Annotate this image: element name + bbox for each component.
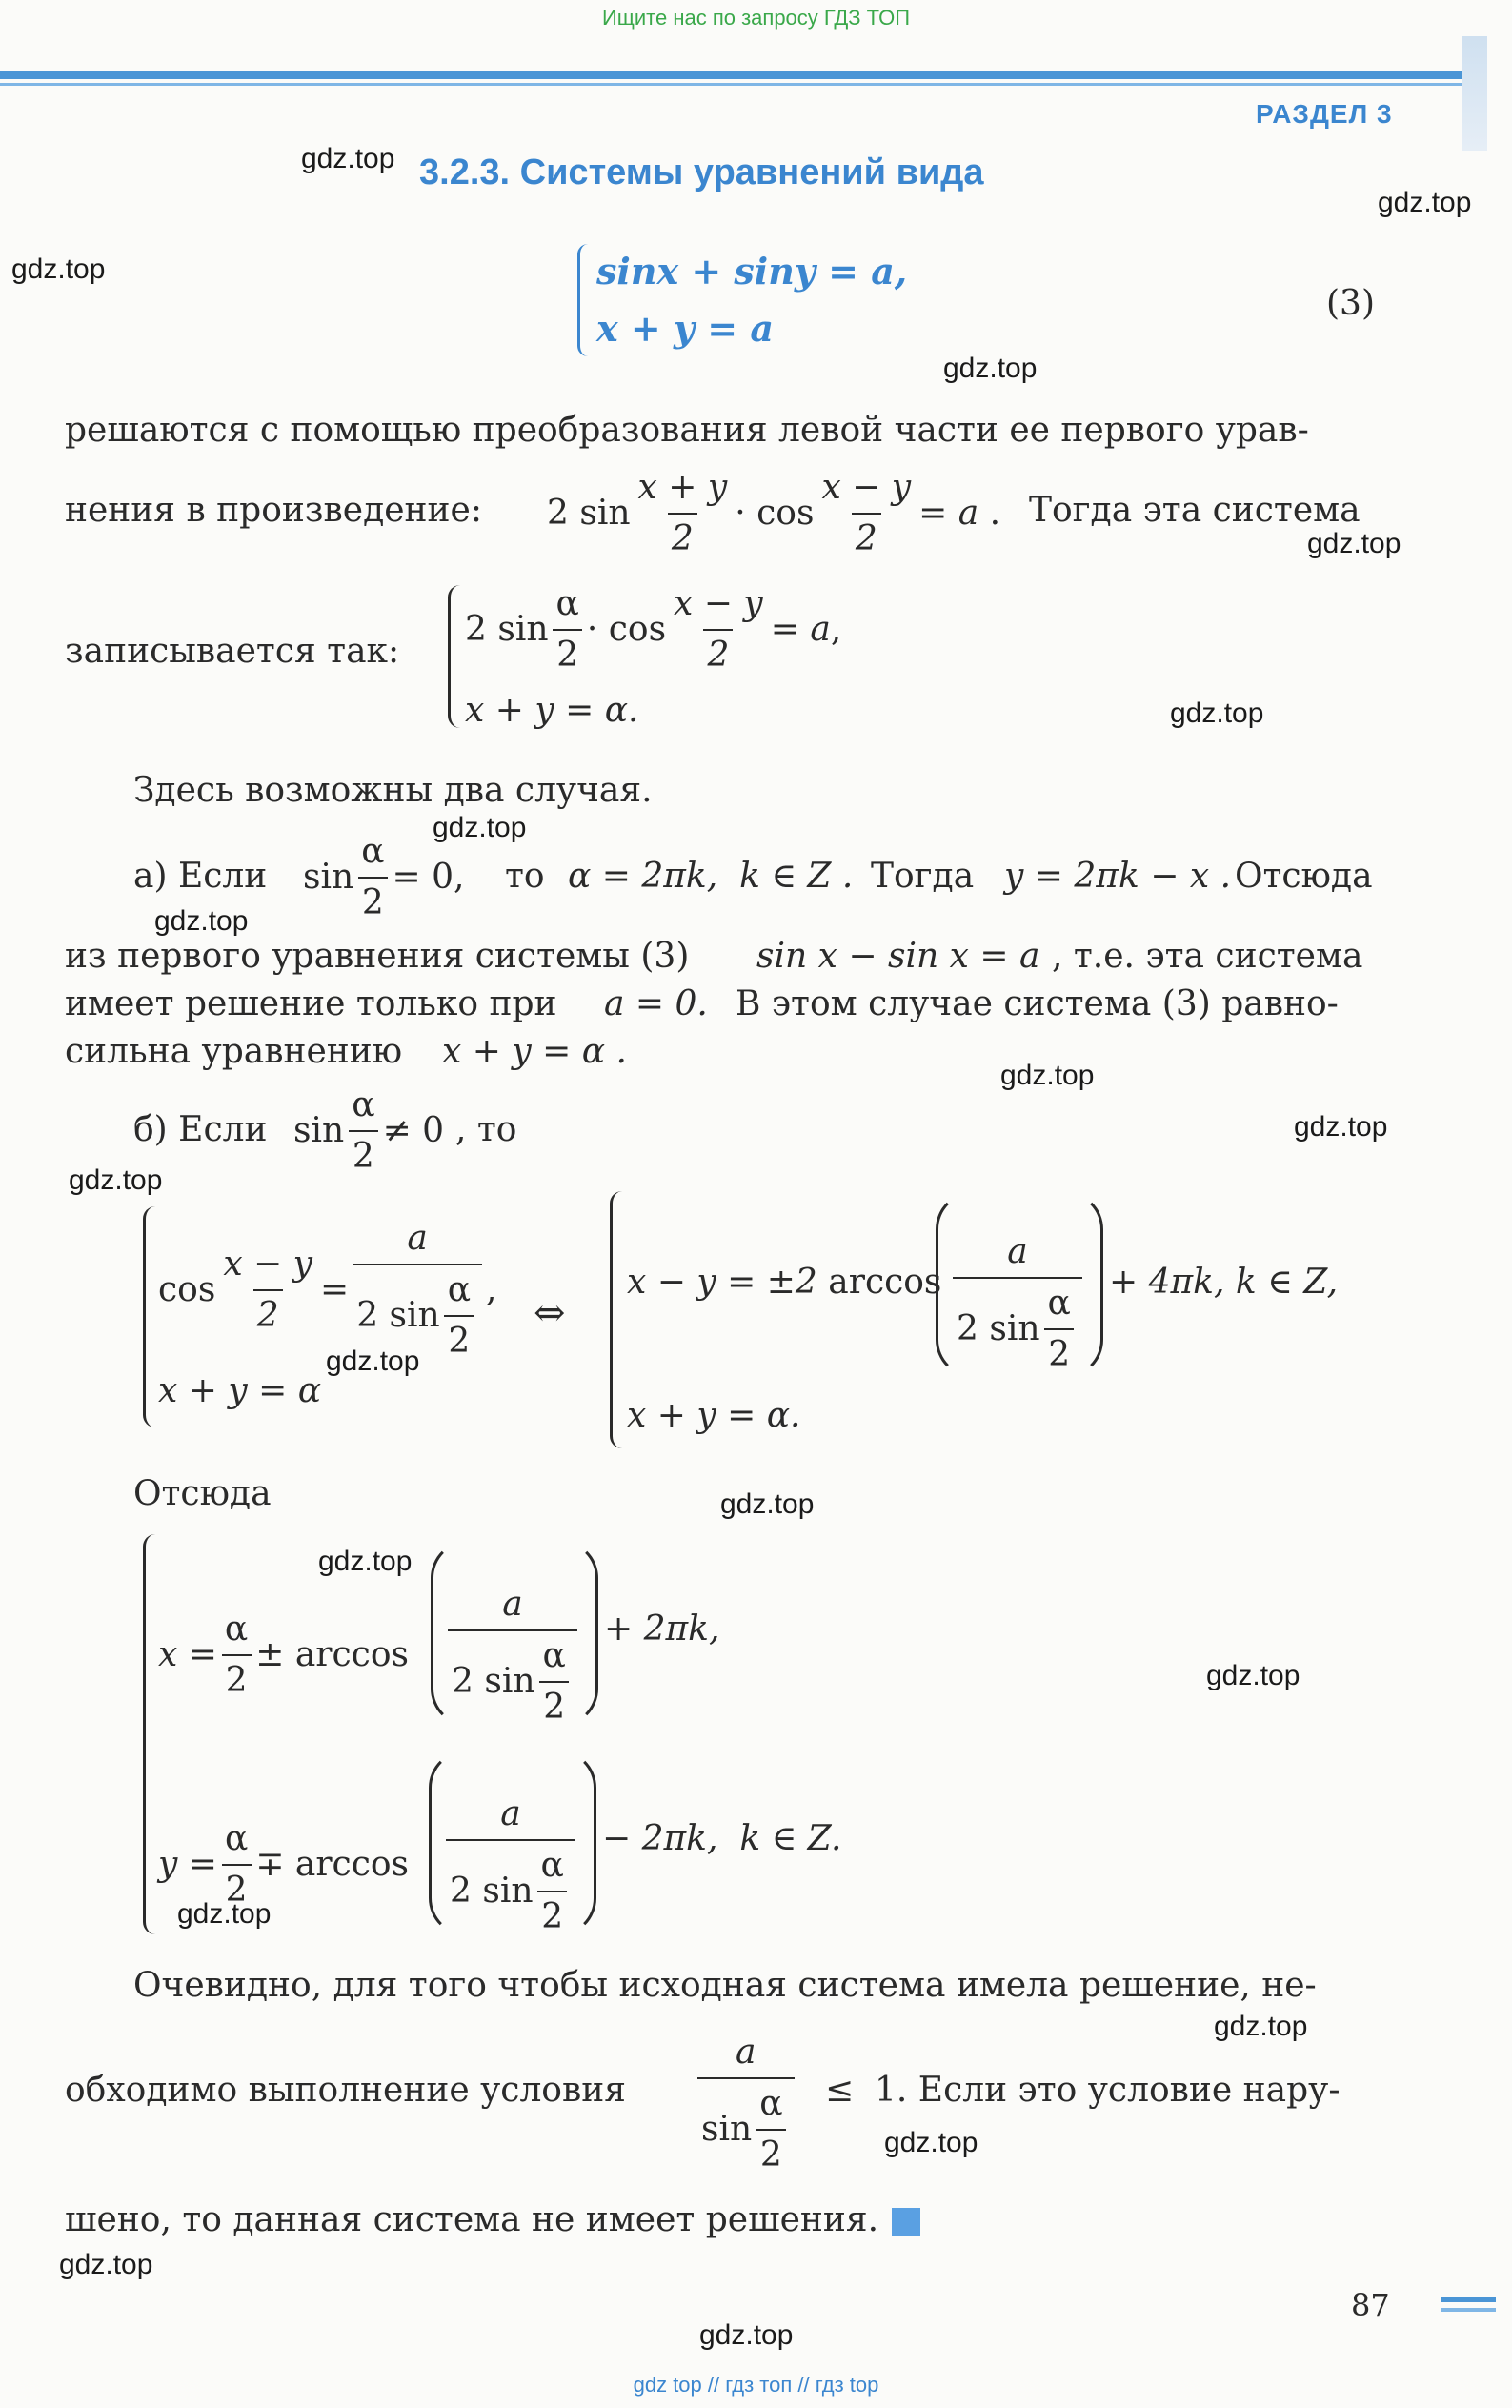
watermark: gdz.top <box>59 2249 153 2280</box>
case-a-mid2: Тогда <box>871 857 975 896</box>
case-a-condition: sin $\frac{\alpha}{2}$ = 0, <box>303 829 464 926</box>
case-b-right-eq2: x + y = α. <box>627 1396 801 1435</box>
para1-line1: решаются с помощью преобразования левой части ее первого урав- <box>65 411 1309 450</box>
end-of-proof-square <box>892 2208 920 2236</box>
watermark: gdz.top <box>326 1346 420 1377</box>
case-a-line2-end: , т.е. эта система <box>1052 937 1363 976</box>
watermark: gdz.top <box>318 1546 413 1577</box>
conclusion-line1: Очевидно, для того чтобы исходная система имела решение, не- <box>133 1966 1317 2005</box>
final-y-end: − 2πk, k ∈ Z. <box>602 1819 842 1858</box>
arccos-arg-2: a 2 sin $\frac{\alpha}{2}$ <box>444 1582 581 1730</box>
watermark: gdz.top <box>1170 698 1264 729</box>
watermark: gdz.top <box>699 2319 794 2351</box>
conclusion-line3 <box>65 2197 920 2243</box>
case-b-left-eq2: x + y = α <box>158 1371 322 1410</box>
case-b-left-eq1: cos $\frac{x - y}{2}$ = a 2 sin $\frac{\alpha}{2}$ , <box>158 1216 496 1365</box>
case-a-a-zero: a = 0. <box>604 984 708 1023</box>
page-number: 87 <box>1351 2287 1390 2323</box>
case-a-sin-eq: sin x − sin x = a <box>756 937 1040 976</box>
watermark: gdz.top <box>69 1164 163 1196</box>
hence-label: Отсюда <box>133 1474 272 1513</box>
final-y: y = $\frac{\alpha}{2}$ ∓ arccos <box>158 1816 409 1913</box>
page-bar <box>1441 2297 1496 2302</box>
written-as-label: записывается так: <box>65 632 400 671</box>
watermark: gdz.top <box>154 905 249 937</box>
header-rule <box>0 71 1486 79</box>
conclusion-line2-start: обходимо выполнение условия <box>65 2071 626 2110</box>
watermark: gdz.top <box>1307 528 1401 559</box>
system3-brace <box>577 244 588 356</box>
watermark: gdz.top <box>1000 1060 1095 1091</box>
final-x: x = $\frac{\alpha}{2}$ ± arccos <box>158 1607 409 1704</box>
subsection-heading: 3.2.3. Системы уравнений вида <box>419 152 984 192</box>
case-a-end: Отсюда <box>1235 857 1373 896</box>
case-a-line4: сильна уравнению <box>65 1032 403 1071</box>
case-b-start: б) Если <box>133 1110 268 1149</box>
para1-line2-end: Тогда эта система <box>1029 491 1361 530</box>
watermark: gdz.top <box>1214 2011 1308 2042</box>
header-side-tab <box>1462 36 1487 151</box>
equation-number: (3) <box>1326 284 1375 323</box>
system-eq1: 2 sin $\frac{\alpha}{2}$ · cos $\frac{x - y}{2}$ = a, <box>465 581 841 678</box>
watermark: gdz.top <box>1378 187 1472 218</box>
watermark: gdz.top <box>11 253 106 285</box>
case-b-right-eq1-end: + 4πk, k ∈ Z, <box>1109 1263 1339 1302</box>
watermark: gdz.top <box>301 143 395 174</box>
case-a-line2: из первого уравнения системы (3) <box>65 937 690 976</box>
page-bar-thin <box>1441 2308 1496 2312</box>
header-rule-thin <box>0 83 1486 86</box>
para1-line2-start: нения в произведение: <box>65 491 482 530</box>
watermark: gdz.top <box>943 353 1038 384</box>
watermark: gdz.top <box>433 812 527 843</box>
case-b-condition: sin $\frac{\alpha}{2}$ ≠ 0 <box>293 1083 444 1180</box>
conclusion-line2-end: 1. Если это условие нару- <box>875 2071 1341 2110</box>
product-formula: 2 sin $\frac{x + y}{2}$ · cos $\frac{x - y}{2}$ = a . <box>547 465 1000 562</box>
conclusion-line3-text: шено, то данная система не имеет решения. <box>65 2200 879 2239</box>
cases-intro: Здесь возможны два случая. <box>133 771 653 810</box>
watermark: gdz.top <box>720 1488 815 1520</box>
system-brace-1 <box>448 585 460 728</box>
watermark: gdz.top <box>1294 1111 1388 1143</box>
case-a-line3: имеет решение только при <box>65 984 557 1023</box>
system3-line2: x + y = a <box>596 307 774 350</box>
equivalence-arrow: ⇔ <box>534 1291 566 1335</box>
case-a-start: а) Если <box>133 857 268 896</box>
case-b-right-eq1-start: x − y = ±2 arccos <box>627 1263 942 1302</box>
case-a-mid1: то <box>505 857 545 896</box>
case-a-y: y = 2πk − x . <box>1004 857 1232 896</box>
case-b-brace-left <box>143 1206 155 1427</box>
watermark: gdz.top <box>177 1898 272 1930</box>
final-brace <box>143 1534 155 1934</box>
case-a-alpha: α = 2πk, k ∈ Z . <box>568 857 854 896</box>
arccos-arg-1: a 2 sin $\frac{\alpha}{2}$ <box>949 1229 1086 1378</box>
final-x-end: + 2πk, <box>604 1609 720 1649</box>
arccos-arg-3: a 2 sin $\frac{\alpha}{2}$ <box>442 1791 579 1940</box>
section-label: РАЗДЕЛ 3 <box>1256 99 1393 129</box>
system-eq2: x + y = α. <box>465 691 639 730</box>
system3-line1: sinx + siny = a, <box>596 250 908 293</box>
case-b-brace-right <box>610 1191 622 1448</box>
top-promo-note: Ищите нас по запросу ГДЗ ТОП <box>601 6 911 30</box>
case-a-equation: x + y = α . <box>442 1032 627 1071</box>
watermark: gdz.top <box>884 2127 978 2158</box>
leq-sign: ≤ <box>825 2071 855 2110</box>
bottom-note: gdz top // гдз топ // гдз top <box>633 2373 879 2397</box>
condition-fraction: a sin $\frac{\alpha}{2}$ <box>694 2030 798 2178</box>
watermark: gdz.top <box>1206 1660 1300 1691</box>
case-b-end: , то <box>455 1110 517 1149</box>
case-a-line3-end: В этом случае система (3) равно- <box>736 984 1339 1023</box>
